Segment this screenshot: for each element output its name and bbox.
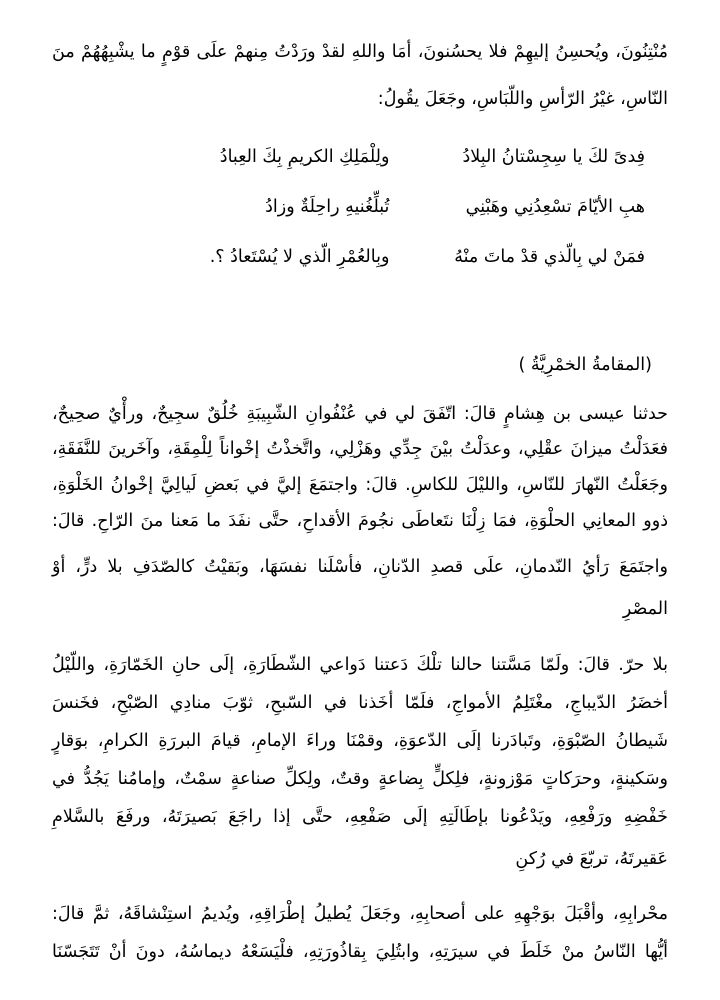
- paragraph-1-line-6: المصْرِ: [622, 599, 668, 619]
- poem-verse-3: [210, 245, 645, 269]
- section-title: (المقامةُ الخمْرِيَّةُ ): [518, 355, 652, 375]
- paragraph-1-line-5: واجتَمَعَ رَأيُ النّدمانِ، علَى قصدِ الدّنانِ، فأسْلَنا نفسَهَا، وبَقيْتُ كالصّدَفِ بلا درٍّ، أوْ: [52, 557, 668, 577]
- paragraph-3-line-2: أيُّها النّاسُ منْ خَلَطَ في سيرَتِهِ، وابتُلِيَ بِقاذُورَتِهِ، فلْيَسَعْهُ ديماسُهُ، دونَ أنْ تَتَجَسّنَا: [52, 942, 668, 962]
- poem-verse-1-second-hemistich: ولِلْمَلِكِ الكريمِ بِكَ العِبادُ: [219, 147, 390, 167]
- poem-verse-2-second-hemistich: تُبلِّغُنيهِ راحِلَةٌ وزادُ: [265, 197, 390, 217]
- intro-line-2: النّاسِ، غيْرُ الرّأسِ واللّبَاسِ، وجَعَلَ يقُولُ:: [377, 89, 668, 109]
- paragraph-2-line-1: بلا حرّ. قالَ: ولَمّا مَسَّتنا حالنا تلْكَ دَعتنا دَواعي الشّطَارَةِ، إلَى حانِ الخَمّارَةِ، واللّيْلُ: [52, 655, 668, 675]
- poem-verse-2-first-hemistich: هبِ الأيّامَ تسْعِدُنِي وهَبْنِي: [465, 197, 645, 217]
- paragraph-2-line-6: عَقيرتَهُ، تربّعَ في رُكنِ: [515, 849, 668, 869]
- intro-line-1: مُنْتِنُونَ، ويُحسِنُ إليهِمْ فلا يحسُنونَ، أمَا واللهِ لقدْ ورَدْتُ مِنهمْ علَى قوْمٍ ما يشْبِهُهُمْ منَ: [52, 42, 668, 62]
- paragraph-2-line-5: خَفْضِهِ ورَفْعِهِ، ويَدْعُونا بإطَالَتِهِ إلَى صَفْعِهِ، حتَّى إذا راجَعَ بَصيرَتَهُ، ورفَعَ بالسَّلامِ: [52, 807, 668, 827]
- poem-verse-3-second-hemistich: وبِالعُمْرِ الّذي لا يُسْتَعادُ ؟.: [209, 247, 390, 267]
- paragraph-1-line-3: وجَعَلْتُ النّهارَ للنّاسِ، والليْلَ للكاسِ. قالَ: واجتمَعَ إليَّ في بَعضِ لَيالِيَّ إخْوانُ الخَلْوَةِ،: [52, 475, 668, 495]
- poem-verse-1: [220, 145, 645, 169]
- paragraph-2-line-3: شَيطانُ الصّبْوَةِ، وتَبادَرنا إلَى الدّعوَةِ، وقمْنَا وراءَ الإمامِ، قيامَ البررَةِ الكرامِ، بوَقارٍ: [52, 731, 668, 751]
- paragraph-1-line-2: فعَدَلْتُ ميزانَ عقْلِي، وعدَلْتُ بيْنَ جِدِّي وهَزْلِي، واتَّخذْتُ إخْواناً لِلْمِقَةِ، وآخَرينَ للنَّفَقَةِ،: [52, 439, 668, 459]
- poem-verse-2: [265, 195, 645, 219]
- poem-verse-1-first-hemistich: فِدىً لكَ يا سِجِسْتانُ البِلادُ: [462, 147, 645, 167]
- paragraph-3-line-1: محْرابِهِ، وأقْبَلَ بوَجْهِهِ على أصحابِهِ، وجَعَلَ يُطيلُ إطْرَاقِهِ، ويُديمُ استِنْشاقَهُ، ثمَّ قالَ:: [52, 904, 668, 924]
- paragraph-1-line-1: حدثنا عيسى بن هِشامٍ قالَ: اتّفَقَ لي في عُنْفُوانِ الشّبِيبَةِ خُلُقٌ سجِيحٌ، ورأْيٌ صحِيحٌ،: [52, 404, 668, 424]
- paragraph-2-line-4: وسَكينةٍ، وحرَكاتٍ مَوْزونةٍ، فلِكلٍّ بِضاعةٍ وقتٌ، ولِكلِّ صناعةٍ سمْتٌ، وإمامُنا يَجُدُّ في: [52, 769, 668, 789]
- poem-verse-3-first-hemistich: فمَنْ لي بِالّذي قدْ ماتَ منْهُ: [454, 247, 645, 267]
- paragraph-2-line-2: أخضَرُ الدّيباجِ، مغْتَلِمُ الأمواجِ، فلَمّا أخَذنا في السّبحِ، ثوّبَ منادِي الصّبْحِ، فخَنسَ: [52, 693, 668, 713]
- paragraph-1-line-4: ذوو المعانِي الحلْوَةِ، فمَا زِلْنَا نتَعاطَى نجُومَ الأقداحِ، حتَّى نفَدَ ما مَعنا منَ الرّاحِ. قالَ:: [52, 511, 668, 531]
